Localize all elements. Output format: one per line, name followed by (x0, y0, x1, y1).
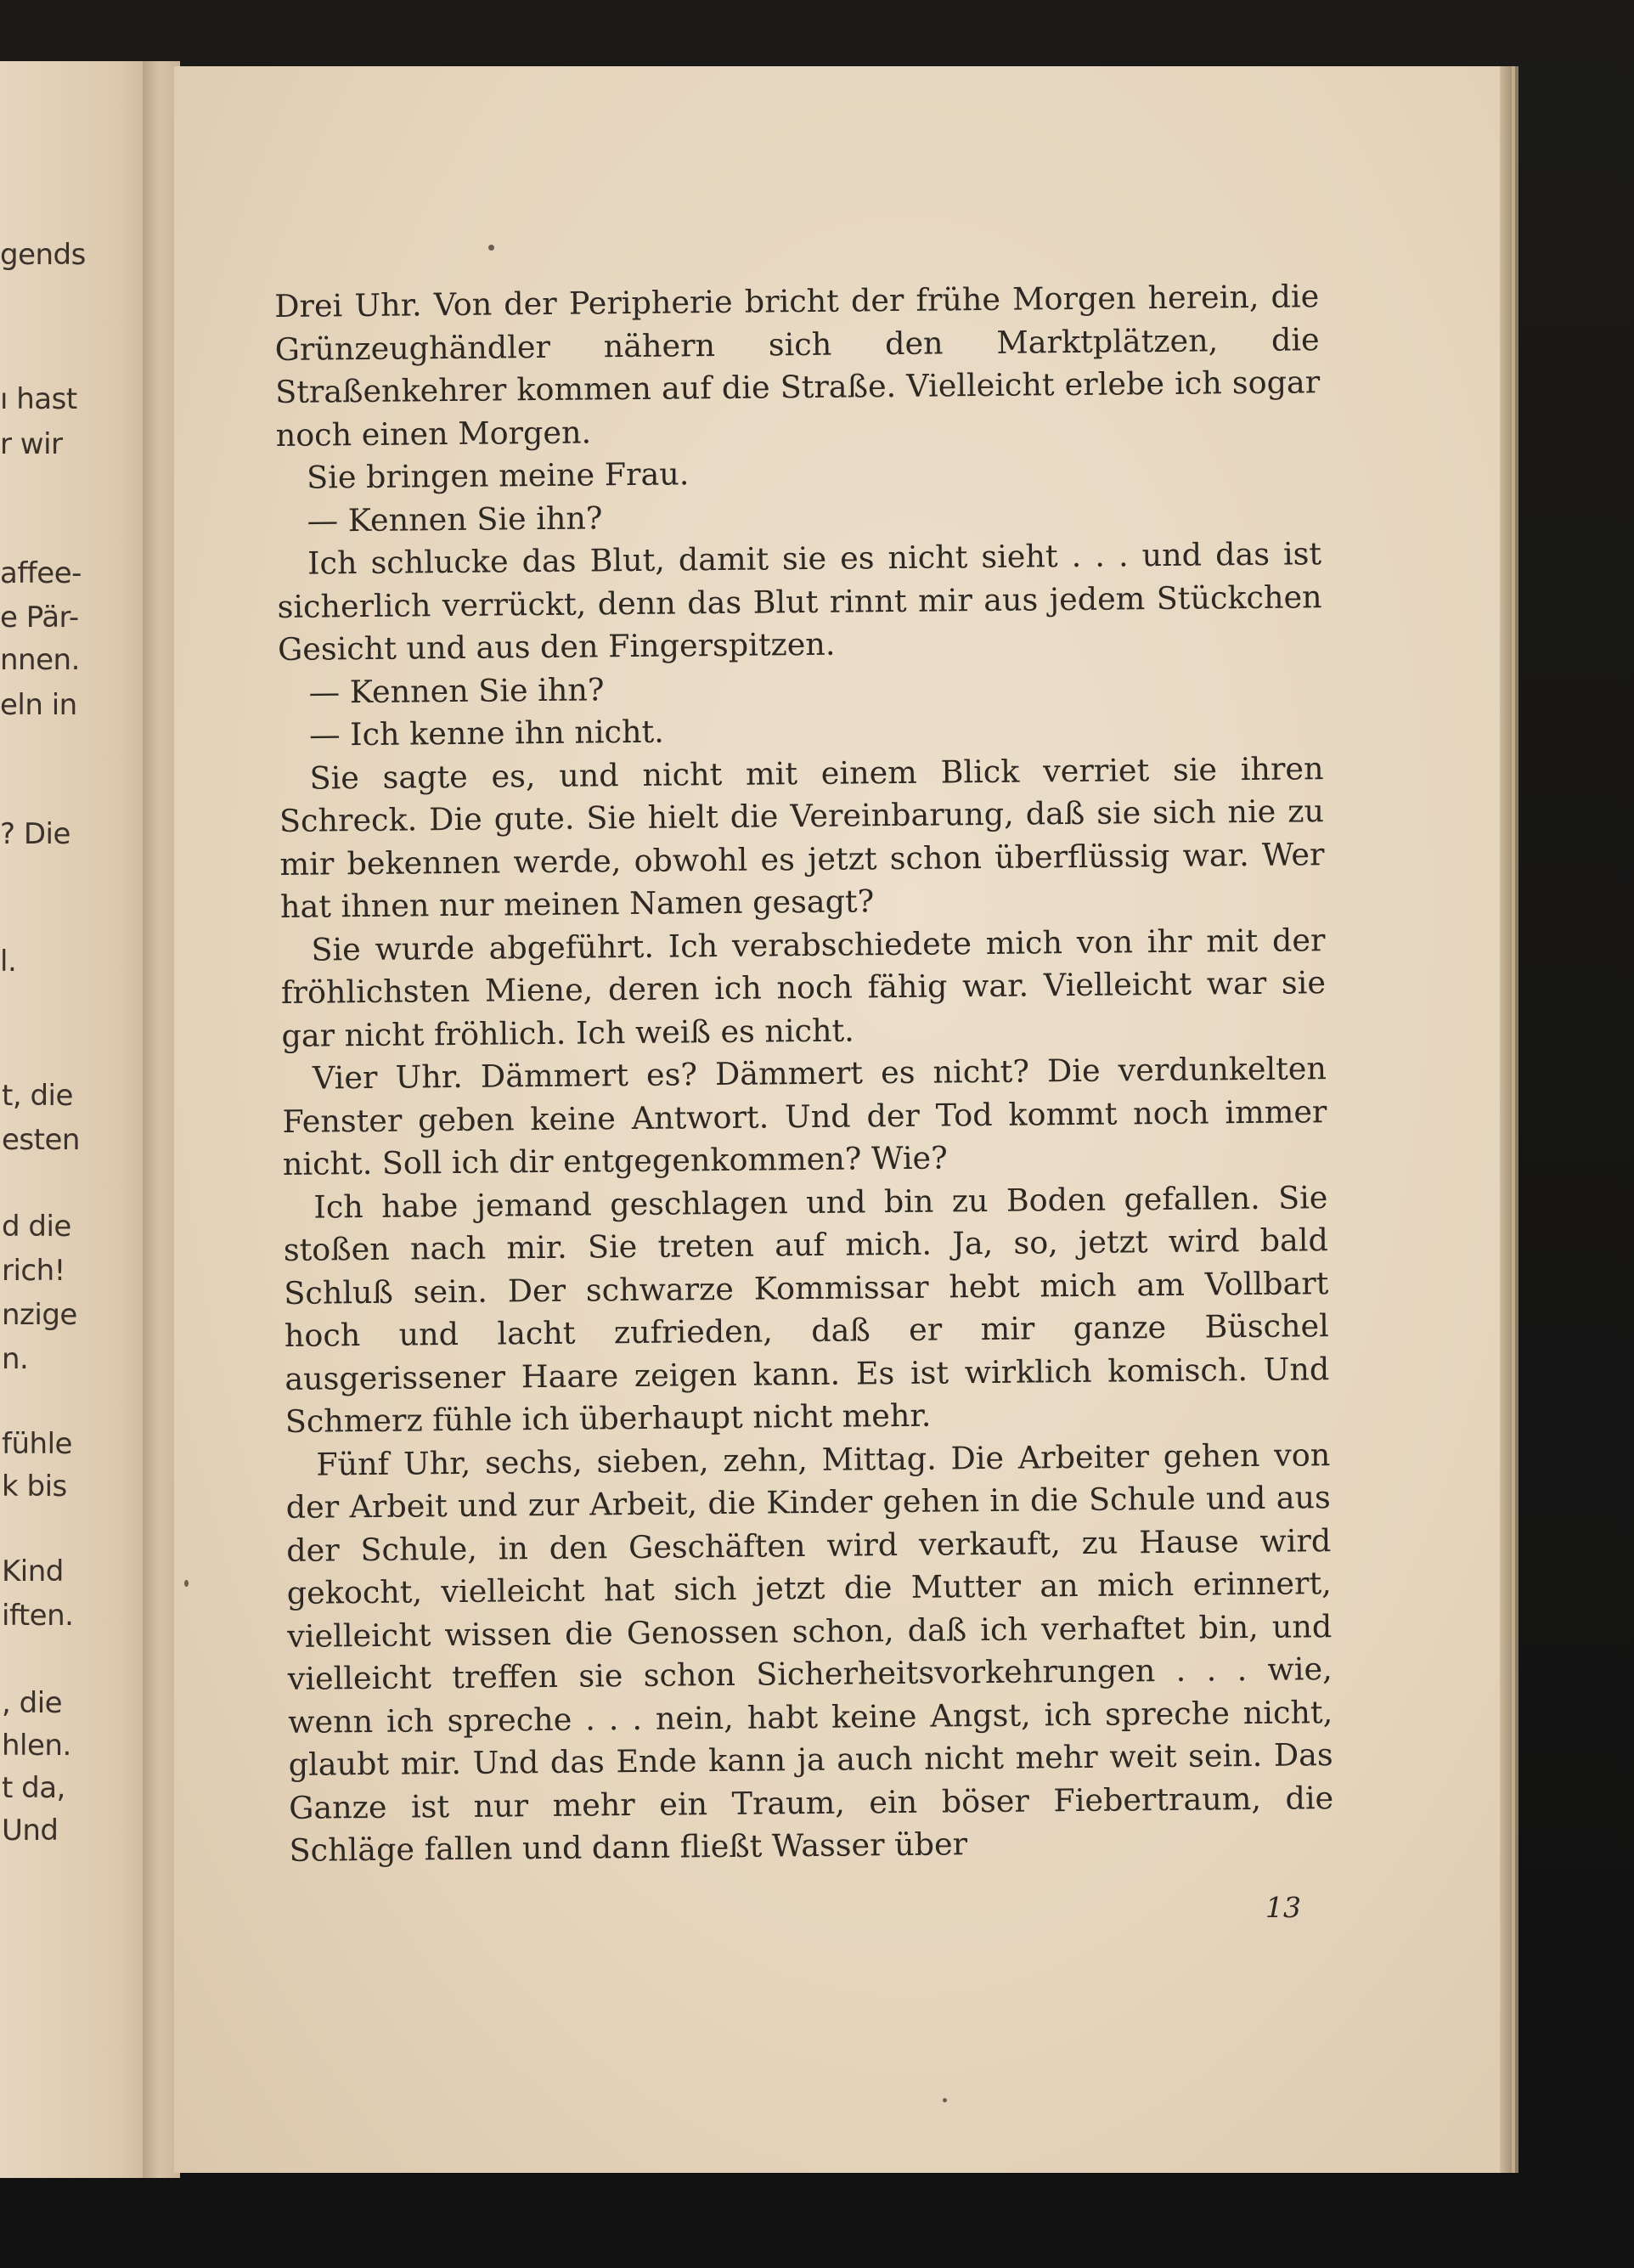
left-page-fragment: n. (2, 1342, 29, 1376)
left-page-fragment: r wir (0, 427, 63, 461)
paragraph: Sie sagte es, und nicht mit einem Blick verriet sie ihren Schreck. Die gute. Sie hielt die Vereinbarung, daß sie sich nie zu mir bekennen werde, obwohl es jetzt schon überflüssig war. Wer hat ihnen nur meinen Namen gesagt? (279, 749, 1325, 925)
left-page-fragment: esten (2, 1123, 80, 1157)
paragraph: Ich schlucke das Blut, damit sie es nicht sieht . . . und das ist sicherlich verrückt, denn das Blut rinnt mir aus jedem Stückchen Gesicht und aus den Fingerspitzen. (277, 535, 1322, 668)
left-page-fragment: iften. (2, 1599, 74, 1633)
left-page (0, 61, 166, 2178)
left-page-fragment: Und (2, 1814, 59, 1848)
paragraph: Vier Uhr. Dämmert es? Dämmert es nicht? Die verdunkelten Fenster geben keine Antwort. Und der Tod kommt noch immer nicht. Soll ich dir entgegenkommen? Wie? (282, 1050, 1327, 1182)
left-page-fragment: nzige (2, 1298, 77, 1332)
left-page-fragment: Kind (2, 1554, 64, 1588)
dialogue-line: — Kennen Sie ihn? (307, 499, 603, 539)
paragraph: Drei Uhr. Von der Peripherie bricht der frühe Morgen herein, die Grünzeughändler nähern sich den Marktplätzen, die Straßenkehrer kommen auf die Straße. Vielleicht erlebe ich sogar noch einen Morgen. (274, 278, 1321, 454)
left-page-fragment: d die (2, 1210, 71, 1244)
paragraph: Sie bringen meine Frau. (306, 455, 690, 496)
paper-speck (184, 1580, 189, 1587)
body-text (274, 275, 1334, 1872)
left-page-fragment: l. (0, 945, 17, 979)
paragraph: Fünf Uhr, sechs, sieben, zehn, Mittag. Die Arbeiter gehen von der Arbeit und zur Arbeit, die Kinder gehen in die Schule und aus der Schule, in den Geschäften wird verkauft, zu Hause wird gekocht, vielleicht hat sich jetzt die Mutter an mich erinnert, vielleicht wissen die Genossen schon, daß ich verhaftet bin, und vielleicht treffen sie schon Sicherheitsvorkehrungen . . . wie, wenn ich spreche . . . nein, habt keine Angst, ich spreche nicht, glaubt mir. Und das Ende kann ja auch nicht mehr weit sein. Das Ganze ist nur mehr ein Traum, ein böser Fiebertraum, die Schläge fallen und dann fließt Wasser über (285, 1436, 1334, 1869)
dialogue-line: — Kennen Sie ihn? (308, 670, 605, 711)
left-page-fragment: hlen. (2, 1729, 71, 1763)
left-page-fragment: ? Die (0, 817, 70, 851)
right-page (174, 66, 1512, 2173)
left-page-fragment: affee- (0, 556, 82, 590)
left-page-fragment: e Pär- (0, 601, 79, 635)
dialogue-line: — Ich kenne ihn nicht. (308, 713, 664, 753)
left-page-fragment: k bis (2, 1470, 67, 1504)
left-page-fragment: nnen. (0, 643, 80, 677)
paper-speck (488, 245, 494, 251)
page-number: 13 (1265, 1891, 1301, 1924)
left-page-fragment: fühle (2, 1427, 72, 1461)
left-page-fragment: gends (0, 238, 86, 272)
left-page-fragment: t da, (2, 1771, 65, 1805)
left-page-fragment: rich! (2, 1254, 65, 1288)
paragraph: Ich habe jemand geschlagen und bin zu Boden gefallen. Sie stoßen nach mir. Sie treten auf mich. Ja, so, jetzt wird bald Schluß sein. Der schwarze Kommissar hebt mich am Vollbart hoch und lacht zufrieden, daß er mir ganze Büschel ausgerissener Haare zeigen kann. Es ist wirklich komisch. Und Schmerz fühle ich überhaupt nicht mehr. (283, 1178, 1330, 1440)
paragraph: Sie wurde abgeführt. Ich verabschiedete mich von ihr mit der fröhlichsten Miene, deren ich noch fähig war. Vielleicht war sie gar nicht fröhlich. Ich weiß es nicht. (280, 921, 1327, 1054)
left-page-fragment: ı hast (0, 382, 77, 416)
left-page-fragment: t, die (2, 1079, 73, 1113)
page-edge (1500, 66, 1512, 2173)
paper-speck (943, 2098, 947, 2102)
left-page-fragment: eln in (0, 688, 77, 722)
left-page-fragment: , die (2, 1686, 63, 1720)
